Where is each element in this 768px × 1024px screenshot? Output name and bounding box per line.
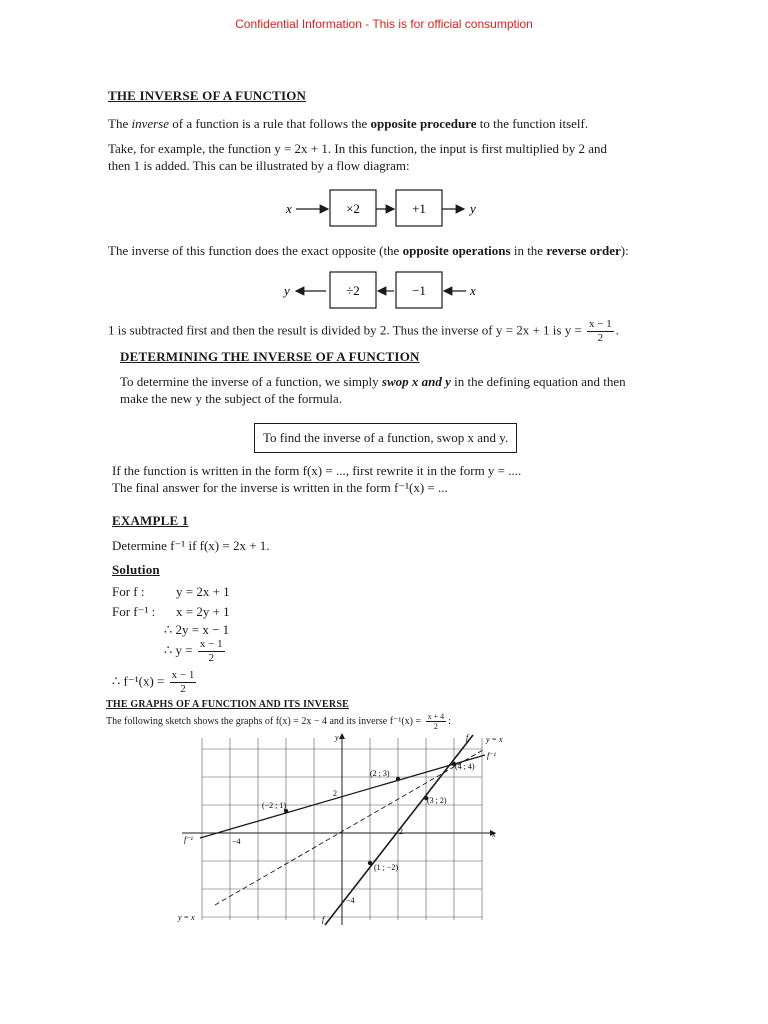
paragraph-inverse-explanation <box>108 242 708 259</box>
point-label: (−2 ; 1) <box>262 801 287 810</box>
fraction-numerator: x − 1 <box>199 638 223 650</box>
fraction-numerator: x − 1 <box>171 669 195 681</box>
curve-label-y-equals-x: y = x <box>178 913 195 922</box>
text-span: in the defining equation and then <box>450 374 626 389</box>
solution-line-2-label: For f⁻¹ : <box>112 604 156 619</box>
flow-box-divide-label: ÷2 <box>346 283 360 298</box>
curve-label-f-inverse: f⁻¹ <box>487 751 496 760</box>
point-marker <box>368 861 372 865</box>
solution-line-1-label: For f : <box>112 584 145 599</box>
fraction-denominator: 2 <box>180 683 186 695</box>
flow-output-label: y <box>470 201 476 216</box>
fraction-numerator: x + 4 <box>427 712 445 721</box>
point-label: (2 ; 3) <box>370 769 390 778</box>
flow-box-add-label: +1 <box>412 201 426 216</box>
text-span: . <box>615 322 620 338</box>
fraction <box>587 318 614 345</box>
text-span: ∴ f⁻¹(x) = <box>112 673 165 689</box>
text-span: swop x and y <box>381 374 451 389</box>
function-inverse-graph <box>170 730 510 935</box>
text-span: The following sketch shows the graphs of f(x) = 2x − 4 and its inverse f⁻¹(x) = <box>106 715 422 727</box>
text-span: reverse order <box>546 243 621 258</box>
section-title-determining: DETERMINING THE INVERSE OF A FUNCTION <box>120 349 420 364</box>
point-label: (1 ; −2) <box>374 863 399 872</box>
paragraph-inverse-result <box>108 318 728 345</box>
fraction-denominator: 2 <box>597 332 604 344</box>
point-label: (3 ; 2) <box>427 796 447 805</box>
text-span: The <box>108 116 132 131</box>
flow-input-label: x <box>470 283 476 298</box>
paragraph-example <box>108 140 708 174</box>
tick-label: −4 <box>346 896 355 905</box>
flow-input-label: x <box>286 201 292 216</box>
flow-output-label: y <box>284 283 290 298</box>
text-line: Take, for example, the function y = 2x + 1. In this function, the input is first multiplied by 2 and <box>108 141 607 156</box>
fraction <box>426 712 447 731</box>
flow-box-subtract-label: −1 <box>412 283 426 298</box>
y-axis-label: y <box>335 733 339 742</box>
text-span: The inverse of this function does the exact opposite (the <box>108 243 403 258</box>
graphs-intro <box>106 712 451 731</box>
text-span: ∴ y = <box>164 642 193 658</box>
tick-label: 2 <box>399 827 403 836</box>
text-span: of a function is a rule that follows the <box>169 116 371 131</box>
text-span: 1 is subtracted first and then the result is divided by 2. Thus the inverse of y = 2x + 1 is y = <box>108 322 582 338</box>
fraction-denominator: 2 <box>433 722 438 731</box>
curve-label-f: f <box>466 733 469 742</box>
text-span: ): <box>620 243 629 258</box>
text-line: The final answer for the inverse is written in the form f⁻¹(x) = ... <box>112 480 448 495</box>
tick-label: 2 <box>333 789 337 798</box>
curve-label-f: f <box>322 915 325 924</box>
solution-line-2-eq: x = 2y + 1 <box>176 604 230 619</box>
text-line: then 1 is added. This can be illustrated by a flow diagram: <box>108 158 410 173</box>
fraction-denominator: 2 <box>208 652 214 664</box>
confidential-banner: Confidential Information - This is for official consumption <box>235 17 533 31</box>
curve-label-f-inverse: f⁻¹ <box>184 835 193 844</box>
flow-diagram-inverse <box>280 270 500 317</box>
text-span: To determine the inverse of a function, we simply <box>120 374 382 389</box>
example-title: EXAMPLE 1 <box>112 513 189 528</box>
tick-label: −4 <box>232 837 241 846</box>
text-span: in the <box>510 243 547 258</box>
point-label: (4 ; 4) <box>455 762 475 771</box>
flow-diagram-function <box>280 188 500 235</box>
fraction <box>198 638 225 665</box>
text-span: opposite procedure <box>370 116 477 131</box>
paragraph-definition <box>108 115 708 132</box>
solution-line-4 <box>164 638 227 665</box>
section-title-inverse: THE INVERSE OF A FUNCTION <box>108 88 307 103</box>
fraction-numerator: x − 1 <box>589 318 612 330</box>
section-title-graphs: THE GRAPHS OF A FUNCTION AND ITS INVERSE <box>106 699 349 710</box>
text-line: make the new y the subject of the formula. <box>120 391 343 406</box>
text-span: : <box>448 715 451 727</box>
text-line: If the function is written in the form f(x) = ..., first rewrite it in the form y = .... <box>112 463 522 478</box>
text-span: opposite operations <box>402 243 511 258</box>
rule-box: To find the inverse of a function, swop x and y. <box>254 423 517 453</box>
curve-label-y-equals-x: y = x <box>486 735 503 744</box>
example-prompt: Determine f⁻¹ if f(x) = 2x + 1. <box>112 538 270 553</box>
solution-line-3: ∴ 2y = x − 1 <box>164 622 230 637</box>
text-span: to the function itself. <box>476 116 589 131</box>
solution-title: Solution <box>112 562 160 577</box>
text-span: inverse <box>131 116 170 131</box>
point-marker <box>396 777 400 781</box>
x-axis-label: x <box>492 830 496 839</box>
solution-line-1-eq: y = 2x + 1 <box>176 584 230 599</box>
flow-box-multiply-label: ×2 <box>346 201 360 216</box>
paragraph-method <box>120 373 720 407</box>
fraction <box>170 669 197 696</box>
solution-line-5 <box>112 669 198 696</box>
paragraph-form <box>112 462 712 496</box>
